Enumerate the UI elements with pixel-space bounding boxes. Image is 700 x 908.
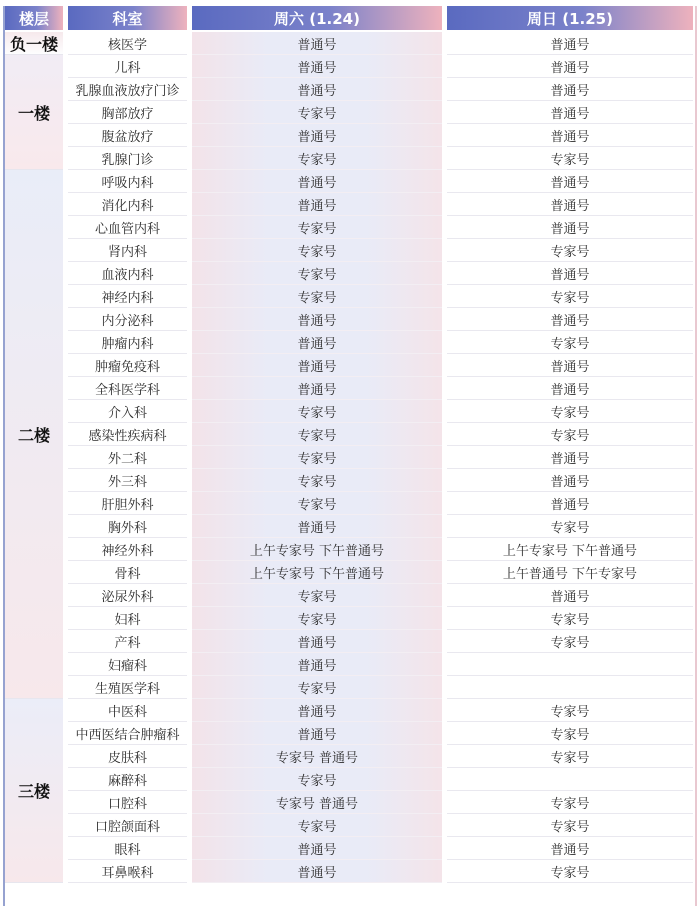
saturday-cell: 专家号 [192,147,442,170]
department-cell: 外三科 [68,469,187,492]
department-cell: 麻醉科 [68,768,187,791]
saturday-cell: 专家号 [192,446,442,469]
column-header-floor: 楼层 [5,6,63,32]
sunday-cell: 普通号 [447,837,693,860]
department-cell: 妇瘤科 [68,653,187,676]
saturday-cell: 上午专家号 下午普通号 [192,538,442,561]
department-cell: 神经内科 [68,285,187,308]
saturday-cell: 专家号 [192,239,442,262]
saturday-cell: 普通号 [192,377,442,400]
department-cell: 妇科 [68,607,187,630]
saturday-cell: 普通号 [192,124,442,147]
sunday-cell: 专家号 [447,285,693,308]
sunday-cell: 专家号 [447,860,693,883]
sunday-cell: 普通号 [447,262,693,285]
column-header-saturday: 周六 (1.24) [192,6,442,32]
saturday-cell: 专家号 [192,262,442,285]
saturday-cell: 普通号 [192,193,442,216]
saturday-cell: 普通号 [192,78,442,101]
department-cell: 肿瘤免疫科 [68,354,187,377]
saturday-cell: 专家号 [192,285,442,308]
saturday-cell: 普通号 [192,32,442,55]
sunday-cell: 专家号 [447,423,693,446]
department-cell: 眼科 [68,837,187,860]
sunday-cell [447,653,693,676]
sunday-cell: 普通号 [447,469,693,492]
empty-row-cell [192,883,442,906]
sunday-cell: 专家号 [447,239,693,262]
saturday-cell: 专家号 [192,216,442,239]
department-cell: 中医科 [68,699,187,722]
sunday-cell: 普通号 [447,193,693,216]
sunday-cell: 专家号 [447,814,693,837]
sunday-cell [447,676,693,699]
floor-cell: 一楼 [5,55,63,170]
saturday-cell: 普通号 [192,354,442,377]
sunday-cell [447,768,693,791]
saturday-cell: 专家号 [192,768,442,791]
department-cell: 泌尿外科 [68,584,187,607]
hospital-registration-schedule-table [3,6,697,906]
saturday-cell: 专家号 [192,814,442,837]
department-cell: 神经外科 [68,538,187,561]
sunday-cell: 上午专家号 下午普通号 [447,538,693,561]
column-header-department: 科室 [68,6,187,32]
saturday-cell: 专家号 [192,607,442,630]
department-cell: 肾内科 [68,239,187,262]
saturday-cell: 专家号 [192,469,442,492]
sunday-cell: 专家号 [447,147,693,170]
sunday-cell: 专家号 [447,630,693,653]
schedule-grid [5,6,695,906]
department-cell: 腹盆放疗 [68,124,187,147]
empty-row-cell [68,883,187,906]
department-cell: 心血管内科 [68,216,187,239]
department-cell: 内分泌科 [68,308,187,331]
department-cell: 口腔科 [68,791,187,814]
sunday-cell: 专家号 [447,699,693,722]
department-cell: 乳腺血液放疗门诊 [68,78,187,101]
floor-cell: 二楼 [5,170,63,699]
department-cell: 产科 [68,630,187,653]
sunday-cell: 普通号 [447,216,693,239]
sunday-cell: 普通号 [447,377,693,400]
sunday-cell: 普通号 [447,32,693,55]
saturday-cell: 普通号 [192,308,442,331]
saturday-cell: 普通号 [192,653,442,676]
department-cell: 胸外科 [68,515,187,538]
department-cell: 生殖医学科 [68,676,187,699]
saturday-cell: 普通号 [192,515,442,538]
saturday-cell: 普通号 [192,55,442,78]
department-cell: 口腔颌面科 [68,814,187,837]
sunday-cell: 普通号 [447,308,693,331]
sunday-cell: 普通号 [447,124,693,147]
empty-row-cell [5,883,63,906]
sunday-cell: 专家号 [447,745,693,768]
sunday-cell: 普通号 [447,354,693,377]
department-cell: 消化内科 [68,193,187,216]
department-cell: 儿科 [68,55,187,78]
sunday-cell: 普通号 [447,446,693,469]
department-cell: 胸部放疗 [68,101,187,124]
sunday-cell: 专家号 [447,607,693,630]
sunday-cell: 专家号 [447,722,693,745]
department-cell: 核医学 [68,32,187,55]
sunday-cell: 普通号 [447,492,693,515]
saturday-cell: 普通号 [192,630,442,653]
floor-cell: 负一楼 [5,32,63,55]
department-cell: 肝胆外科 [68,492,187,515]
saturday-cell: 普通号 [192,837,442,860]
floor-cell: 三楼 [5,699,63,883]
saturday-cell: 普通号 [192,722,442,745]
saturday-cell: 普通号 [192,331,442,354]
sunday-cell: 普通号 [447,101,693,124]
department-cell: 肿瘤内科 [68,331,187,354]
empty-row-cell [447,883,693,906]
saturday-cell: 专家号 [192,584,442,607]
department-cell: 感染性疾病科 [68,423,187,446]
sunday-cell: 专家号 [447,515,693,538]
sunday-cell: 普通号 [447,55,693,78]
saturday-cell: 专家号 [192,676,442,699]
saturday-cell: 专家号 [192,492,442,515]
sunday-cell: 专家号 [447,791,693,814]
sunday-cell: 普通号 [447,170,693,193]
department-cell: 血液内科 [68,262,187,285]
sunday-cell: 上午普通号 下午专家号 [447,561,693,584]
sunday-cell: 专家号 [447,400,693,423]
department-cell: 全科医学科 [68,377,187,400]
department-cell: 呼吸内科 [68,170,187,193]
department-cell: 皮肤科 [68,745,187,768]
saturday-cell: 普通号 [192,170,442,193]
saturday-cell: 专家号 普通号 [192,791,442,814]
saturday-cell: 普通号 [192,860,442,883]
department-cell: 耳鼻喉科 [68,860,187,883]
saturday-cell: 专家号 [192,101,442,124]
sunday-cell: 专家号 [447,331,693,354]
saturday-cell: 上午专家号 下午普通号 [192,561,442,584]
department-cell: 外二科 [68,446,187,469]
department-cell: 骨科 [68,561,187,584]
sunday-cell: 普通号 [447,584,693,607]
department-cell: 中西医结合肿瘤科 [68,722,187,745]
sunday-cell: 普通号 [447,78,693,101]
saturday-cell: 专家号 [192,400,442,423]
saturday-cell: 专家号 [192,423,442,446]
column-header-sunday: 周日 (1.25) [447,6,693,32]
department-cell: 乳腺门诊 [68,147,187,170]
saturday-cell: 专家号 普通号 [192,745,442,768]
saturday-cell: 普通号 [192,699,442,722]
department-cell: 介入科 [68,400,187,423]
